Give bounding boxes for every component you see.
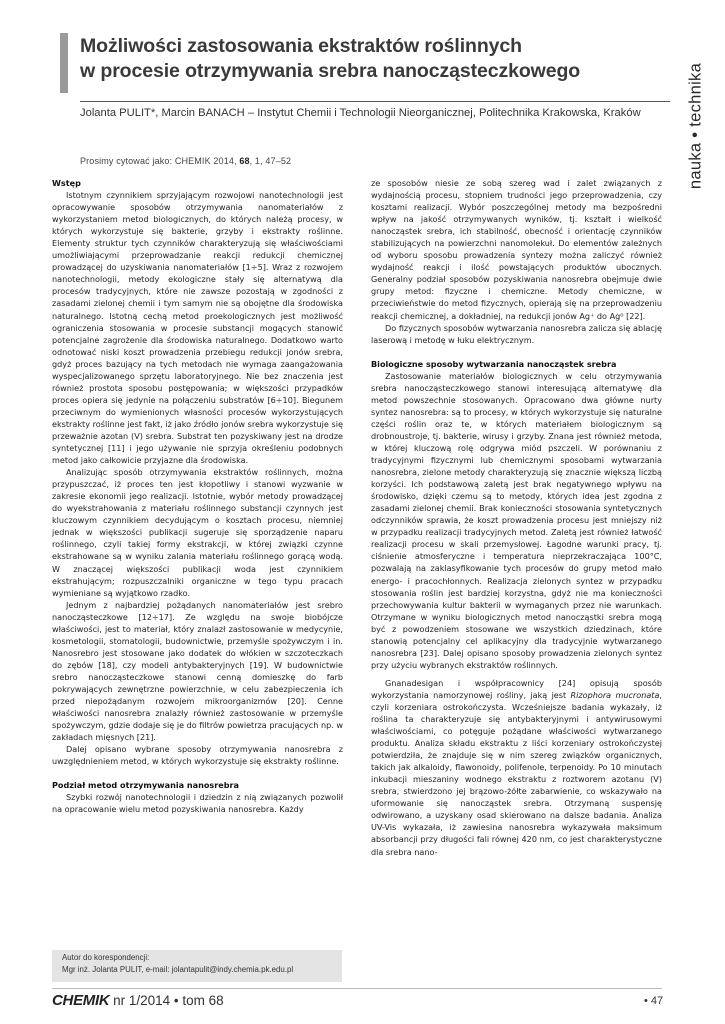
article-title-line-1: Możliwości zastosowania ekstraktów roślinnych [80, 35, 522, 57]
article-title-line-2: w procesie otrzymywania srebra nanocząsteczkowego [80, 60, 581, 82]
paragraph: Jednym z najbardziej pożądanych nanomateriałów jest srebro nanocząsteczkowe [12÷17]. Ze względu na swoje biobójcze właściwości, jest to materiał, który znalazł zastosowanie w medycynie, kosmetologii, stomatologii, budownictwie, przemyśle spożywczym i in. Nanosrebro jest stosowane jako dodatek do włókien w szczoteczkach do zębów [18], czy modeli antybakteryjnych [19]. W budownictwie srebro nanocząsteczkowe stanowi cenną domieszkę do farb pokrywających zewnętrzne powierzchnie, w celu zabezpieczenia ich przed niepożądanym rozwojem mikroorganizmów [20]. Cenne właściwości nanosrebra znalazły również zastosowanie w przemyśle spożywczym, gdzie dodaje się je do filtrów powietrza pracujących np. w zakładach mięsnych [21]. [52, 599, 343, 743]
paragraph: Istotnym czynnikiem sprzyjającym rozwojowi nanotechnologii jest opracowywanie sposobów otrzymywania nanomateriałów z wykorzystaniem metod biologicznych, do których należą procesy, w których wykorzystuje się bakterie, grzyby i ekstrakty roślinne. Elementy struktur tych czynników charakteryzują się właściwościami umożliwiającymi przeprowadzanie reakcji redukcji chemicznej prowadzącej do uzyskiwania nanomateriałów [1÷5]. Wraz z rozwojem nanotechnologii, metody ekologiczne stały się alternatywą dla procesów tradycyjnych, które nie zawsze pozostają w zgodności z zasadami zielonej chemii i tym samym nie są obojętne dla środowiska naturalnego. Istotną cechą metod proekologicznych jest możliwość ograniczenia stosowania w procesie substancji mogących stanowić potencjalne zagrożenie dla środowiska naturalnego. Dodatkowo warto odnotować niski koszt prowadzenia przebiegu redukcji jonów srebra, gdyż proces bazujący na tych metodach nie wymaga zaangażowania wyspecjalizowanego sprzętu laboratoryjnego. Nie bez znaczenia jest również prostota sposobu postępowania; w większości przypadków proces opiera się jedynie na połączeniu substratów [6÷10]. Biegunem przeciwnym do wymienionych własności procesów wykorzystujących ekstrakty roślinne jest fakt, iż jako źródło jonów srebra wykorzystuje się przeważnie azotan (V) srebra. Substrat ten pozyskiwany jest na drodze syntetycznej [11] i jego używanie nie sprzyja określeniu podobnych metod jako całkowicie przyjazne dla środowiska. [52, 190, 343, 466]
citation-volume: 68 [239, 156, 250, 166]
article-title [80, 34, 670, 84]
paragraph: Analizując sposób otrzymywania ekstraktów roślinnych, można przypuszczać, iż proces ten jest kłopotliwy i stanowi wyzwanie w zakresie ekonomii jego realizacji. Istotnie, wybór metody prowadzącej do wyekstrahowania z materiału roślinnego substancji czynnych jest kluczowym czynnikiem decydującym o kosztach procesu, niemniej jednak w większości publikacji sugeruje się sporządzenie naparu roślinnego, czyli takiej formy ekstrakcji, w której związki czynne ekstrahowane są w wyniku zalania materiału roślinnego gorącą wodą. W znaczącej większości publikacji woda jest czynnikiem ekstrahującym; rozpuszczalniki organiczne w tego typu pracach wymieniane są wyjątkowo rzadko. [52, 467, 343, 598]
spacer [52, 767, 343, 773]
text-run: Gnanadesigan i współpracownicy [24] opisują sposób wykorzystania namorzynowej rośliny, jaką jest [371, 677, 662, 700]
text-run: , czyli korzeniara ostrokończysta. Wcześniejsze badania wykazały, iż roślina ta charakteryzuje się antybakteryjnymi i antywirusowymi właściwościami, co potęguje pożądane właściwości wytwarzanego produktu. Analiza składu ekstraktu z liści korzeniary ostrokończystej potwierdziła, że znajduje się w nim szereg związków organicznych, takich jak alkaloidy, flawonoidy, polifenole, terpenoidy. Po 10 minutach inkubacji mieszaniny wodnego ekstraktu z roztworem azotanu (V) srebra, stwierdzono jej brązowo-żółte zabarwienie, co wskazywało na uformowanie się nanocząstek srebra. Otrzymaną suspensję odwirowano, a uzyskany osad skierowano na dalsze badania. Analiza UV-Vis wykazała, iż zawiesina nanosrebra wykazywała maksimum absorbancji przy długości fali równej 420 nm, co jest charakterystyczne dla srebra nano- [371, 689, 662, 857]
citation-prefix: Prosimy cytować jako: CHEMIK 2014, [80, 156, 240, 166]
paragraph: Szybki rozwój nanotechnologii i dziedzin z nią związanych pozwolił na opracowanie wielu metod pozyskiwania nanosrebra. Każdy [52, 792, 343, 815]
paragraph: ze sposobów niesie ze sobą szereg wad i zalet związanych z wydajnością procesu, stopniem trudności jego przeprowadzenia, czy kosztami realizacji. Wybór poszczególnej metody ma bezpośredni wpływ na jakość otrzymywanych wyników, tj. kształt i wielkość nanocząstek srebra, ich stabilność, obecność i orientację czynników stabilizujących na powierzchni nanomolekuł. Do elementów zależnych od wyboru sposobu prowadzenia syntezy można zaliczyć również wydajność reakcji i ilość powstających produktów ubocznych. Generalny podział sposobów pozyskiwania nanosrebra obejmuje dwie grupy metod: fizyczne i chemiczne. Metody chemiczne, w przeciwieństwie do metod fizycznych, opierają się na przeprowadzeniu reakcji chemicznej, a dokładniej, na redukcji jonów Ag⁺ do Ag⁰ [22]. [371, 178, 662, 321]
footer-journal [52, 992, 224, 1009]
spacer [371, 346, 662, 352]
right-column [371, 177, 662, 858]
correspondence-label: Autor do korespondencji: [62, 953, 150, 962]
heading-introduction: Wstęp [52, 178, 81, 188]
species-name: Rizophora mucronata [570, 689, 660, 700]
section-side-label [680, 28, 712, 224]
paragraph: Dalej opisano wybrane sposoby otrzymywania nanosrebra z uwzględnieniem metod, w których wykorzystuje się ekstrakty roślinne. [52, 744, 343, 767]
correspondence-box [52, 950, 342, 982]
correspondence-contact: Mgr inż. Jolanta PULIT, e-mail: jolantapulit@indy.chemia.pk.edu.pl [62, 965, 294, 974]
citation-line [80, 156, 291, 166]
title-divider [80, 101, 670, 102]
citation-suffix: , 1, 47–52 [249, 156, 292, 166]
journal-logo: CHEMIK [52, 992, 110, 1009]
paragraph: Zastosowanie materiałów biologicznych w celu otrzymywania srebra nanocząsteczkowego stanowi interesującą alternatywę dla metod powszechnie stosowanych. Opracowano dwa główne nurty syntez nanosrebra: są to procesy, w których wykorzystuje się naturalne części roślin oraz te, w których materiałem biologicznym są drobnoustroje, tj. bakterie, wirusy i grzyby. Znana jest również metoda, w której kluczową rolę odgrywa miód pszczeli. W porównaniu z tradycyjnymi fizycznymi lub chemicznymi sposobami wytwarzania nanosrebra, zielone metody charakteryzują się znacznie większą liczbą korzyści. Ich podstawową zaletą jest brak negatywnego wpływu na środowisko, dzięki czemu są to metody, których idea jest zgodna z zasadami zielonej chemii. Brak konieczności stosowania syntetycznych odczynników sprawia, że koszt prowadzenia procesu jest mniejszy niż w przypadku realizacji tradycyjnych metod. Zaletą jest również łatwość realizacji procesu w skali przemysłowej. Łagodne warunki pracy, tj. ciśnienie atmosferyczne i temperatura nieprzekraczająca 100°C, pozwalają na zaklasyfikowanie tych procesów do grupy metod mało energo- i pracochłonnych. Realizacja zielonych syntez w przypadku stosowania roślin jest bardziej korzystna, gdyż nie ma konieczności przechowywania kultur bakterii w wymaganych przez nie warunkach. Otrzymane w wyniku biologicznych metod nanocząstki srebra mogą być z powodzeniem stosowane we wszystkich dziedzinach, które stanowią potencjalny cel aplikacyjny dla tradycyjnie wytwarzanego nanosrebra [23]. Dalej opisano sposoby prowadzenia zielonych syntez przy użyciu wybranych ekstraktów roślinnych. [371, 370, 662, 670]
paragraph [371, 677, 662, 858]
left-column [52, 177, 343, 815]
section-side-label-text: nauka • technika [686, 62, 705, 190]
journal-issue: nr 1/2014 • tom 68 [109, 993, 224, 1008]
author-affiliation: Jolanta PULIT*, Marcin BANACH – Instytut Chemii i Technologii Nieorganicznej, Politechnika Krakowska, Kraków [80, 107, 641, 119]
page-number: • 47 [644, 995, 664, 1007]
paragraph: Do fizycznych sposobów wytwarzania nanosrebra zalicza się ablację laserową i metodę w łuku elektrycznym. [371, 322, 662, 345]
heading-biological-methods: Biologiczne sposoby wytwarzania nanocząstek srebra [371, 358, 617, 369]
footer-divider [52, 988, 662, 989]
title-accent-bar [60, 33, 68, 93]
heading-methods-division: Podział metod otrzymywania nanosrebra [52, 780, 239, 791]
